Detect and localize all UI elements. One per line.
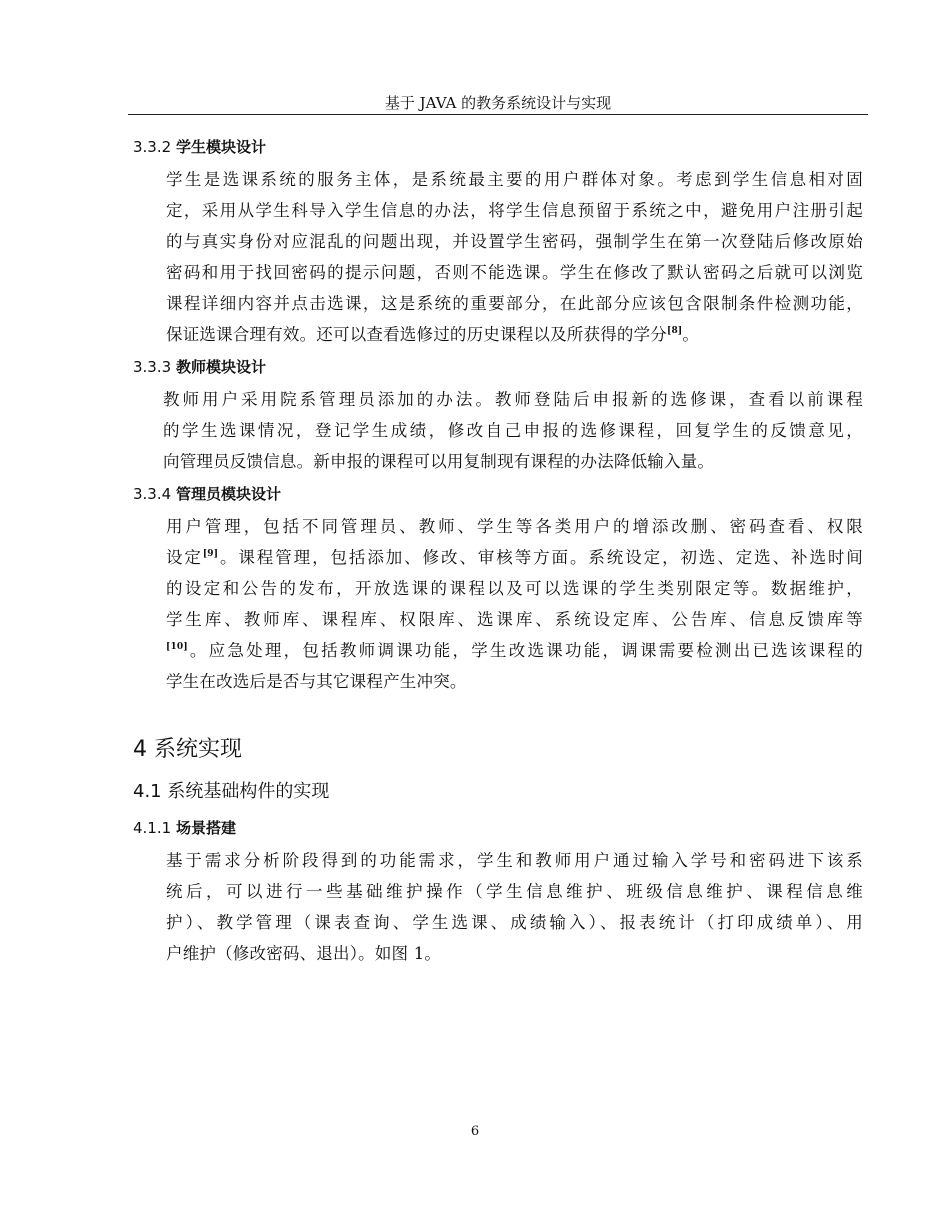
header-rule: [128, 114, 868, 115]
paragraph-scene-setup: [133, 845, 863, 969]
text-line: 密码和用于找回密码的提示问题，否则不能选课。学生在修改了默认密码之后就可以浏览: [166, 263, 863, 282]
text-line: 定，采用从学生科导入学生信息的办法，将学生信息预留于系统之中，避免用户注册引起: [166, 201, 863, 220]
running-header: 基于 JAVA 的教务系统设计与实现: [384, 94, 612, 112]
text-line: 护）、教学管理（课表查询、学生选课、成绩输入）、报表统计（打印成绩单）、用: [166, 913, 863, 932]
paragraph-admin-module: [133, 511, 863, 697]
text-line: 课程详细内容并点击选课，这是系统的重要部分，在此部分应该包含限制条件检测功能，: [166, 294, 863, 313]
section-heading-3-3-3: 3.3.3 教师模块设计: [133, 358, 266, 376]
text-line: [10]。应急处理，包括教师调课功能，学生改选课功能，调课需要检测出已选该课程的: [166, 641, 863, 660]
page-content: [133, 130, 863, 969]
citation-ref: [9]: [202, 549, 219, 559]
paragraph-teacher-module: [133, 384, 863, 477]
text-line: 户维护（修改密码、退出）。如图 1。: [166, 944, 442, 963]
text-line: 教师用户采用院系管理员添加的办法。教师登陆后申报新的选修课，查看以前课程: [163, 390, 863, 409]
text-line: 基于需求分析阶段得到的功能需求，学生和教师用户通过输入学号和密码进下该系: [166, 851, 863, 870]
text-line: 的与真实身份对应混乱的问题出现，并设置学生密码，强制学生在第一次登陆后修改原始: [166, 232, 863, 251]
text-line: 统后，可以进行一些基础维护操作（学生信息维护、班级信息维护、课程信息维: [166, 882, 863, 901]
page-number: 6: [470, 1124, 480, 1139]
chapter-heading-4: 4 系统实现: [133, 737, 243, 762]
section-heading-4-1: 4.1 系统基础构件的实现: [133, 781, 330, 802]
text-line: 的学生选课情况，登记学生成绩，修改自己申报的选修课程，回复学生的反馈意见，: [163, 421, 863, 440]
citation-ref: [10]: [166, 642, 188, 652]
paragraph-student-module: [133, 164, 863, 350]
text-line: 用户管理，包括不同管理员、教师、学生等各类用户的增添改删、密码查看、权限: [166, 517, 863, 536]
text-line: 向管理员反馈信息。新申报的课程可以用复制现有课程的办法降低输入量。: [163, 452, 715, 471]
text-line: 设定[9]。课程管理，包括添加、修改、审核等方面。系统设定，初选、定选、补选时间: [166, 548, 863, 567]
text-line: 保证选课合理有效。还可以查看选修过的历史课程以及所获得的学分[8]。: [166, 325, 700, 344]
section-heading-3-3-4: 3.3.4 管理员模块设计: [133, 485, 281, 503]
section-heading-4-1-1: 4.1.1 场景搭建: [133, 819, 236, 837]
text-line: 学生在改选后是否与其它课程产生冲突。: [166, 672, 467, 691]
text-line: 学生是选课系统的服务主体，是系统最主要的用户群体对象。考虑到学生信息相对固: [166, 170, 863, 189]
section-heading-3-3-2: 3.3.2 学生模块设计: [133, 138, 266, 156]
citation-ref: [8]: [667, 326, 683, 336]
text-line: 的设定和公告的发布，开放选课的课程以及可以选课的学生类别限定等。数据维护，: [166, 579, 863, 598]
text-line: 学生库、教师库、课程库、权限库、选课库、系统设定库、公告库、信息反馈库等: [166, 610, 863, 629]
